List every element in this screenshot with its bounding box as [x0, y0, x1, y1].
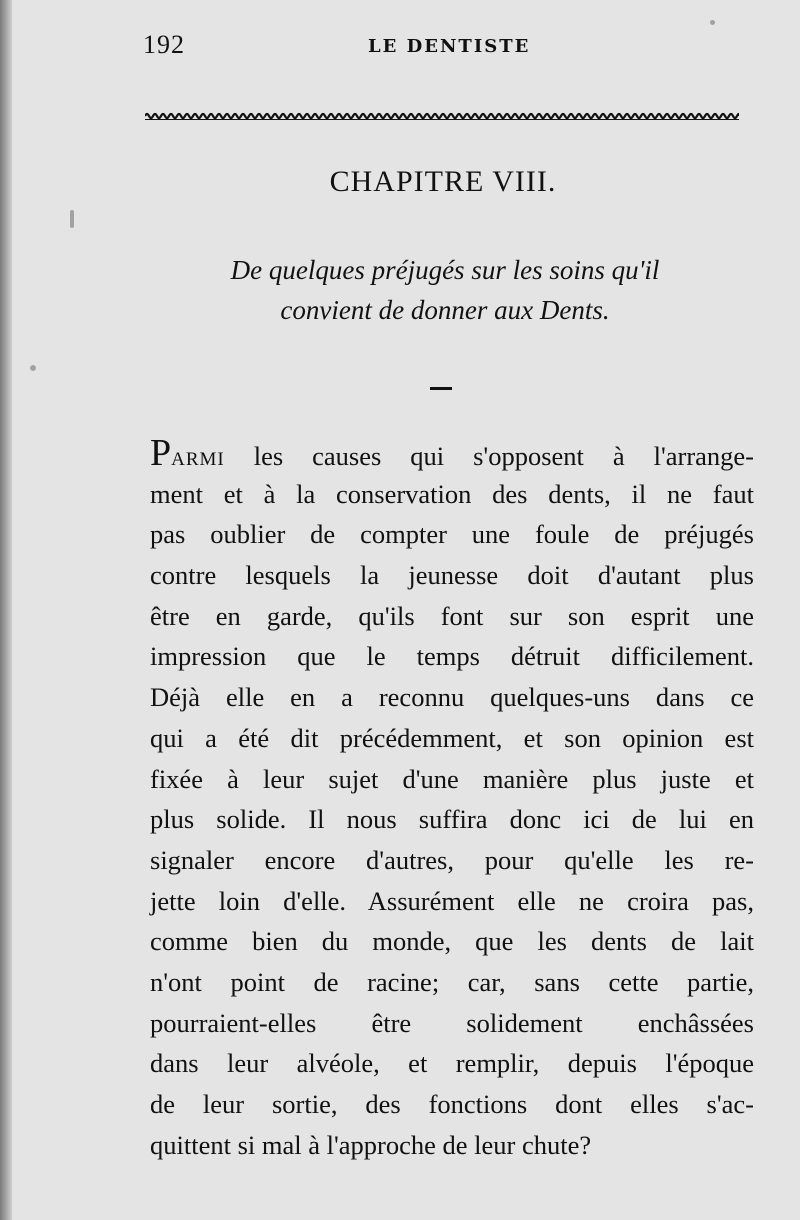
- ornamental-rule: [145, 112, 739, 120]
- page-number: 192: [143, 30, 185, 59]
- first-line: [150, 433, 754, 474]
- text-line: impression que le temps détruit difficilement.: [150, 641, 754, 672]
- text-line: contre lesquels la jeunesse doit d'autant plus: [150, 560, 754, 591]
- ink-speck: [710, 20, 715, 25]
- text-line: de leur sortie, des fonctions dont elles s'ac-: [150, 1089, 754, 1119]
- text-line: fixée à leur sujet d'une manière plus juste et: [150, 763, 754, 794]
- subtitle-line: De quelques préjugés sur les soins qu'il: [230, 255, 660, 285]
- running-title: LE DENTISTE: [368, 36, 531, 57]
- text-line: qui a été dit précédemment, et son opinion est: [150, 722, 754, 753]
- text-line: être en garde, qu'ils font sur son esprit une: [150, 600, 754, 631]
- subtitle-line: convient de donner aux Dents.: [280, 295, 610, 325]
- drop-cap: P: [150, 432, 172, 474]
- text-line: ment et à la conservation des dents, il ne faut: [150, 478, 754, 509]
- page-edge-shadow: [0, 0, 12, 1220]
- text-line: n'ont point de racine; car, sans cette partie,: [150, 966, 754, 997]
- text-line: jette loin d'elle. Assurément elle ne croira pas,: [150, 885, 754, 916]
- section-separator: [430, 387, 452, 390]
- chapter-title: CHAPITRE VIII.: [329, 165, 557, 198]
- text-line: signaler encore d'autres, pour qu'elle les re-: [150, 844, 754, 875]
- ink-speck: [70, 210, 74, 228]
- text-line: les causes qui s'opposent à l'arrange-: [224, 441, 754, 471]
- text-line: dans leur alvéole, et remplir, depuis l'époque: [150, 1048, 754, 1079]
- text-line: quittent si mal à l'approche de leur chute?: [150, 1129, 592, 1160]
- text-line: comme bien du monde, que les dents de lait: [150, 926, 754, 957]
- ink-speck: [30, 365, 36, 371]
- text-line: Déjà elle en a reconnu quelques-uns dans ce: [150, 682, 754, 713]
- running-header: [143, 30, 743, 66]
- small-caps-word: ARMI: [171, 449, 225, 470]
- text-line: pas oublier de compter une foule de préjugés: [150, 519, 754, 550]
- text-line: pourraient-elles être solidement enchâssées: [150, 1007, 754, 1038]
- chapter-subtitle: [150, 250, 740, 330]
- text-line: plus solide. Il nous suffira donc ici de lui en: [150, 804, 754, 835]
- body-text: [150, 433, 754, 1165]
